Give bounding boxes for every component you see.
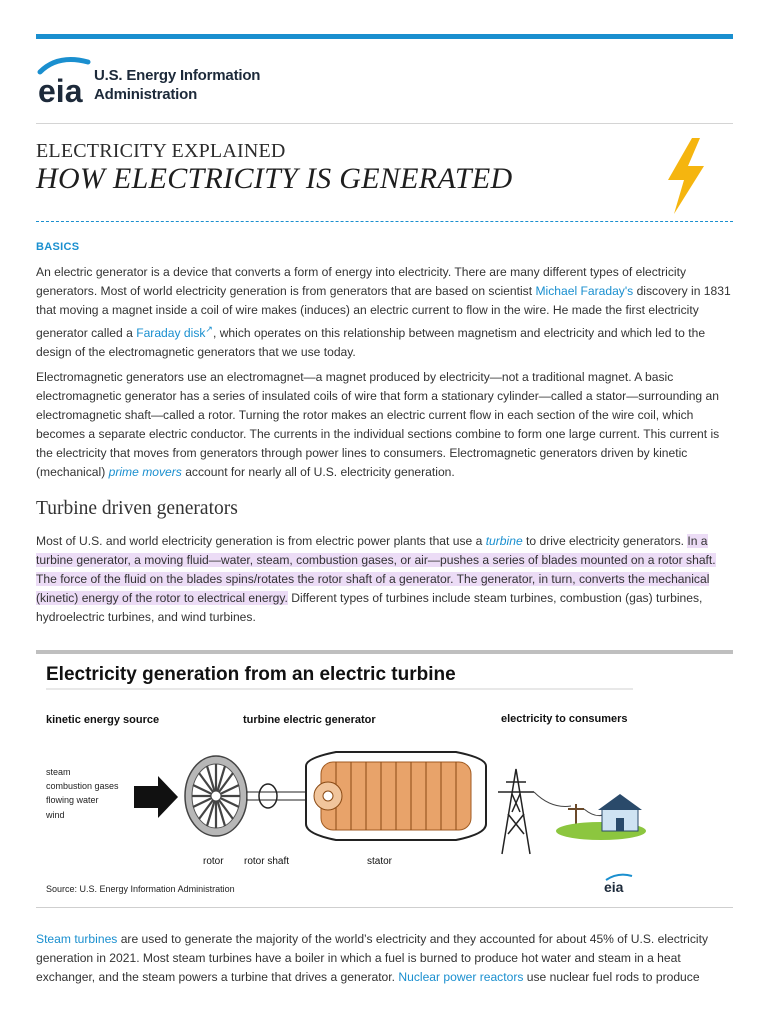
figure-source: Source: U.S. Energy Information Administration	[46, 884, 235, 894]
page-kicker: ELECTRICITY EXPLAINED	[36, 140, 286, 162]
top-accent-bar	[36, 34, 733, 39]
source-steam: steam	[46, 767, 71, 777]
text-run: account for nearly all of U.S. electricity generation.	[181, 465, 455, 479]
text-run: Most of U.S. and world electricity generation is from electric power plants that use a	[36, 534, 486, 548]
steam-paragraph	[36, 930, 732, 987]
label-stator: stator	[367, 856, 393, 867]
basics-paragraph-2	[36, 368, 732, 482]
external-link-icon[interactable]: ↗	[205, 324, 213, 334]
org-name-line1: U.S. Energy Information	[94, 67, 261, 84]
title-divider	[36, 221, 733, 222]
link-michael-faraday[interactable]: Michael Faraday's	[535, 284, 634, 298]
text-run: are used to generate the majority of the world’s electricity and they accounted for about 45% of U.S. electricity generation in 2021. Most steam turbines have a boiler in which a fuel is burned to produce hot water and steam in a heat exchanger, and the steam powers a turbine that drives a generator.	[36, 932, 709, 984]
label-rotor-shaft: rotor shaft	[244, 856, 290, 867]
link-steam-turbines[interactable]: Steam turbines	[36, 932, 118, 946]
link-nuclear-power-reactors[interactable]: Nuclear power reactors	[398, 970, 524, 984]
org-name[interactable]	[94, 66, 260, 104]
text-run: Electromagnetic generators use an electromagnet—a magnet produced by electricity—not a traditional magnet. A basic electromagnetic generator has a series of insulated coils of wire that form a stationary cylinder—called a stator—surrounding an electromagnetic shaft—called a rotor. Turning the rotor makes an electric current flow in each section of the wire coil, which becomes a separate electric conductor. The currents in the individual sections combine to form one large current. This current is the electricity that moves from generators through power lines to consumers. Electromagnetic generators driven by kinetic (mechanical)	[36, 370, 720, 479]
section-label-basics: BASICS	[36, 241, 80, 253]
link-turbine[interactable]: turbine	[485, 534, 523, 548]
text-run: use nuclear fuel rods to produce	[523, 970, 700, 984]
figure-logo-mark: eia	[604, 879, 624, 895]
source-wind: wind	[46, 810, 65, 820]
label-turbine-electric-generator: turbine electric generator	[243, 714, 376, 726]
text-run: discovery in 1831 that moving a magnet inside a coil of wire makes (induces) an electric current to flow in the wire. He made the first electricity generator called a	[36, 284, 731, 341]
link-prime-movers[interactable]: prime movers	[108, 465, 182, 479]
text-run: to drive electricity generators.	[522, 534, 688, 548]
text-run: Different types of turbines include steam turbines, combustion (gas) turbines, hydroelectric turbines, and wind turbines.	[36, 591, 703, 624]
lightning-bolt-icon	[660, 136, 712, 216]
turbine-diagram	[36, 654, 733, 906]
figure-bottom-rule	[36, 907, 733, 908]
header-divider	[36, 123, 733, 124]
basics-paragraph-1	[36, 263, 732, 362]
house-icon	[598, 794, 642, 831]
heading-turbine-driven-generators: Turbine driven generators	[36, 498, 238, 519]
transmission-tower-icon	[498, 769, 534, 854]
rotor-wheel-icon	[185, 756, 247, 836]
figure-title: Electricity generation from an electric turbine	[46, 664, 456, 685]
source-combustion-gases: combustion gases	[46, 781, 119, 791]
stator-housing	[306, 752, 486, 840]
org-name-line2: Administration	[94, 86, 198, 103]
arrow-icon	[134, 776, 178, 818]
turbine-paragraph	[36, 532, 732, 627]
label-kinetic-energy-source: kinetic energy source	[46, 714, 160, 726]
page-title: HOW ELECTRICITY IS GENERATED	[36, 162, 513, 195]
source-flowing-water: flowing water	[46, 795, 99, 805]
text-run: , which operates on this relationship between magnetism and electricity and which led to the design of the electromagnetic generators that we use today.	[36, 326, 706, 360]
power-line	[534, 792, 571, 806]
link-faraday-disk[interactable]: Faraday disk	[136, 326, 206, 341]
highlighted-text: In a turbine generator, a moving fluid—water, steam, combustion gases, or air—pushes a series of blades mounted on a rotor shaft. The force of the fluid on the blades spins/rotates the rotor shaft of a generator. The generator, in turn, converts the mechanical (kinetic) energy of the rotor to electrical energy.	[36, 534, 716, 605]
text-run: An electric generator is a device that converts a form of energy into electricity. There are many different types of electricity generators. Most of world electricity generation is from generators that are based on scientist	[36, 265, 687, 298]
logo-mark: eia	[38, 73, 83, 108]
label-rotor: rotor	[203, 856, 224, 867]
label-electricity-to-consumers: electricity to consumers	[501, 713, 628, 725]
